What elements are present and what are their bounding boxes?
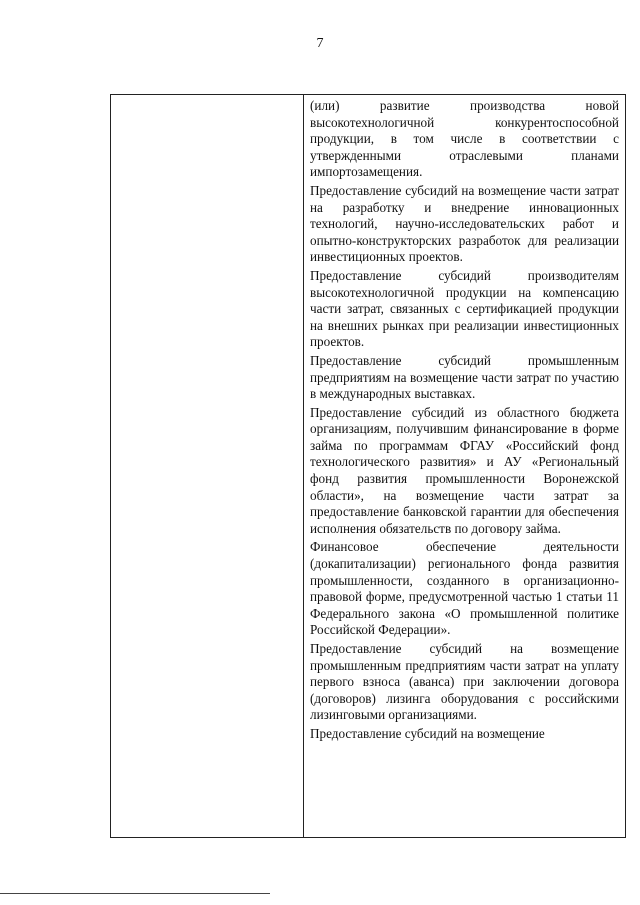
table-right-cell: [304, 95, 625, 837]
paragraph-8: Предоставление субсидий на возмещение: [310, 725, 545, 741]
paragraph-3: Предоставление субсидий производителям высокотехнологичной продукции на компенсацию части затрат, связанных с сертификацией продукции на внешних рынках при реализации инвестиционных проектов.: [310, 267, 619, 350]
paragraph-6: Финансовое обеспечение деятельности (докапитализации) регионального фонда развития промышленности, созданного в организационно-правовой форме, предусмотренной частью 1 статьи 11 Федерального закона «О промышленной политике Российской Федерации».: [310, 539, 619, 638]
content-table: [110, 94, 626, 838]
page-number: 7: [316, 36, 324, 51]
paragraph-1: (или) развитие производства новой высокотехнологичной конкурентоспособной продукции, в том числе в соответствии с утвержденными отраслевыми планами импортозамещения.: [310, 98, 619, 180]
footer-divider: [0, 893, 270, 894]
paragraph-2: Предоставление субсидий на возмещение части затрат на разработку и внедрение инновационных технологий, научно-исследовательских работ и опытно-конструкторских разработок для реализации инвестиционных проектов.: [310, 182, 619, 265]
paragraph-4: Предоставление субсидий промышленным предприятиям на возмещение части затрат по участию в международных выставках.: [310, 352, 619, 402]
paragraph-5: Предоставление субсидий из областного бюджета организациям, получившим финансирование в форме займа по программам ФГАУ «Российский фонд технологического развития» и АУ «Региональный фонд развития промышленности Воронежской области», на возмещение части затрат за предоставление банковской гарантии для обеспечения исполнения обязательств по договору займа.: [310, 404, 619, 536]
paragraph-7: Предоставление субсидий на возмещение промышленным предприятиям части затрат на уплату первого взноса (аванса) при заключении договора (договоров) лизинга оборудования с российскими лизинговыми организациями.: [310, 641, 619, 723]
table-left-cell: [111, 95, 304, 837]
